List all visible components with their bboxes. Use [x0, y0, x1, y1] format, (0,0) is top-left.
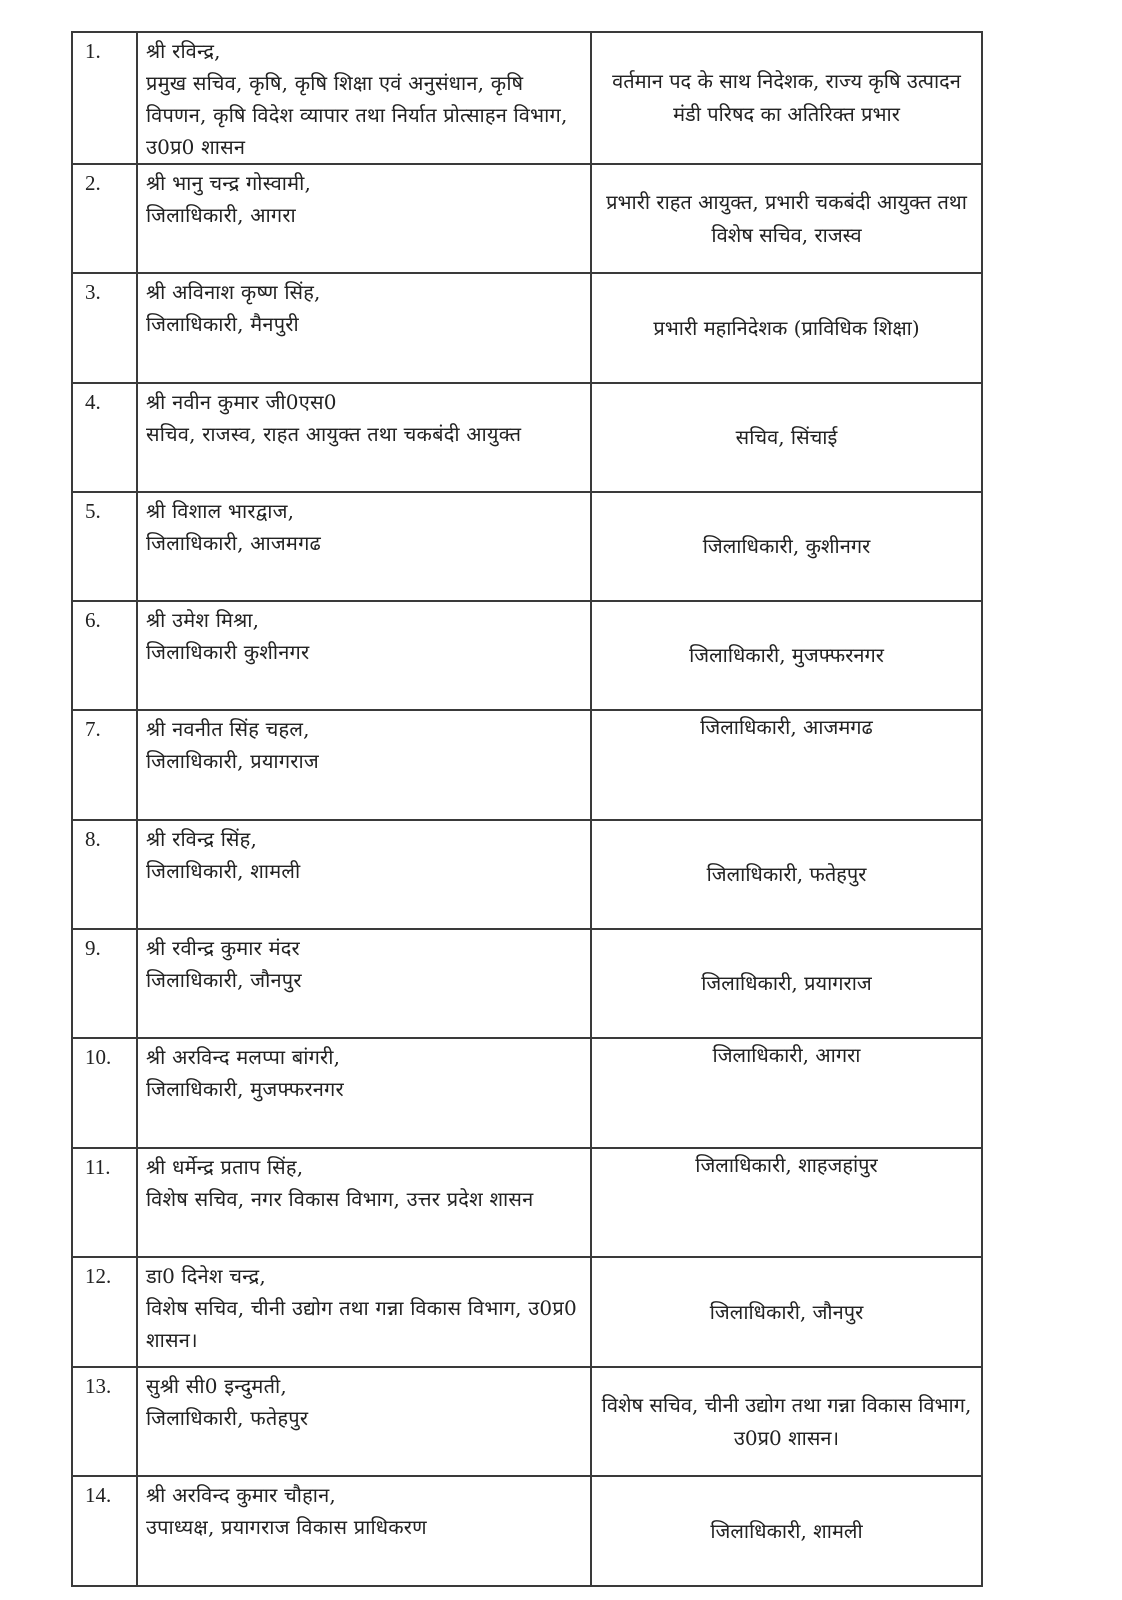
current-post: प्रमुख सचिव, कृषि, कृषि शिक्षा एवं अनुसंधान, कृषि विपणन, कृषि विदेश व्यापार तथा निर्यात प्रोत्साहन विभाग, उ0प्र0 शासन	[146, 71, 568, 159]
serial-number: 7.	[72, 710, 137, 820]
new-posting-cell	[591, 383, 982, 492]
new-posting: जिलाधिकारी, शाहजहांपुर	[695, 1153, 878, 1177]
table-row	[72, 492, 982, 601]
table-row	[72, 1038, 982, 1148]
table-row	[72, 273, 982, 383]
officer-cell	[137, 1476, 591, 1586]
serial-number: 2.	[72, 164, 137, 273]
new-posting-cell	[591, 273, 982, 383]
officer-name: श्री रवीन्द्र कुमार मंदर	[146, 936, 300, 960]
officer-name: डा0 दिनेश चन्द्र,	[146, 1264, 266, 1288]
current-post: उपाध्यक्ष, प्रयागराज विकास प्राधिकरण	[146, 1515, 427, 1539]
new-posting: वर्तमान पद के साथ निदेशक, राज्य कृषि उत्पादन मंडी परिषद का अतिरिक्त प्रभार	[612, 69, 961, 126]
new-posting-cell	[591, 1038, 982, 1148]
new-posting-cell	[591, 164, 982, 273]
serial-number: 11.	[72, 1148, 137, 1257]
serial-number: 13.	[72, 1367, 137, 1476]
current-post: जिलाधिकारी कुशीनगर	[146, 640, 310, 664]
officer-cell	[137, 164, 591, 273]
officer-name: श्री उमेश मिश्रा,	[146, 608, 260, 632]
officer-cell	[137, 273, 591, 383]
table-row	[72, 164, 982, 273]
table-row	[72, 601, 982, 710]
new-posting: जिलाधिकारी, शामली	[710, 1518, 863, 1543]
new-posting-cell	[591, 820, 982, 929]
new-posting-cell	[591, 710, 982, 820]
serial-number: 10.	[72, 1038, 137, 1148]
table-row	[72, 1476, 982, 1586]
officer-cell	[137, 1257, 591, 1367]
serial-number: 12.	[72, 1257, 137, 1367]
officer-cell	[137, 383, 591, 492]
current-post: जिलाधिकारी, शामली	[146, 859, 301, 883]
serial-number: 4.	[72, 383, 137, 492]
table-row	[72, 383, 982, 492]
new-posting-cell	[591, 1257, 982, 1367]
officer-name: सुश्री सी0 इन्दुमती,	[146, 1374, 287, 1398]
table-row	[72, 710, 982, 820]
current-post: सचिव, राजस्व, राहत आयुक्त तथा चकबंदी आयुक्त	[146, 422, 522, 446]
current-post: जिलाधिकारी, मैनपुरी	[146, 312, 299, 336]
officer-name: श्री नवीन कुमार जी0एस0	[146, 390, 337, 414]
serial-number: 8.	[72, 820, 137, 929]
serial-number: 6.	[72, 601, 137, 710]
new-posting: जिलाधिकारी, कुशीनगर	[702, 534, 871, 558]
officer-name: श्री अविनाश कृष्ण सिंह,	[146, 280, 321, 304]
new-posting: प्रभारी महानिदेशक (प्राविधिक शिक्षा)	[653, 315, 920, 340]
officer-cell	[137, 492, 591, 601]
officer-cell	[137, 929, 591, 1038]
officer-cell	[137, 1148, 591, 1257]
new-posting: जिलाधिकारी, आगरा	[712, 1043, 861, 1067]
current-post: जिलाधिकारी, प्रयागराज	[146, 749, 319, 773]
new-posting: सचिव, सिंचाई	[735, 425, 838, 449]
new-posting: जिलाधिकारी, प्रयागराज	[701, 971, 872, 995]
officer-cell	[137, 32, 591, 164]
officer-cell	[137, 601, 591, 710]
current-post: विशेष सचिव, नगर विकास विभाग, उत्तर प्रदेश शासन	[146, 1187, 534, 1211]
officer-name: श्री अरविन्द कुमार चौहान,	[146, 1483, 336, 1507]
new-posting-cell	[591, 32, 982, 164]
transfer-table	[71, 31, 983, 1587]
serial-number: 1.	[72, 32, 137, 164]
new-posting-cell	[591, 1367, 982, 1476]
officer-name: श्री रविन्द्र सिंह,	[146, 827, 258, 851]
officer-name: श्री अरविन्द मलप्पा बांगरी,	[146, 1045, 341, 1069]
officer-cell	[137, 1367, 591, 1476]
current-post: जिलाधिकारी, आजमगढ	[146, 531, 322, 555]
table-row	[72, 1367, 982, 1476]
current-post: विशेष सचिव, चीनी उद्योग तथा गन्ना विकास विभाग, उ0प्र0 शासन।	[146, 1296, 577, 1352]
current-post: जिलाधिकारी, जौनपुर	[146, 968, 302, 992]
new-posting: जिलाधिकारी, फतेहपुर	[706, 862, 867, 886]
officer-cell	[137, 1038, 591, 1148]
new-posting-cell	[591, 929, 982, 1038]
new-posting: प्रभारी राहत आयुक्त, प्रभारी चकबंदी आयुक्त तथा विशेष सचिव, राजस्व	[606, 189, 967, 247]
officer-name: श्री धर्मेन्द्र प्रताप सिंह,	[146, 1155, 304, 1179]
current-post: जिलाधिकारी, मुजफ्फरनगर	[146, 1077, 344, 1101]
new-posting-cell	[591, 492, 982, 601]
new-posting: जिलाधिकारी, आजमगढ	[700, 715, 873, 739]
serial-number: 3.	[72, 273, 137, 383]
serial-number: 9.	[72, 929, 137, 1038]
new-posting: जिलाधिकारी, मुजफ्फरनगर	[689, 643, 884, 667]
serial-number: 14.	[72, 1476, 137, 1586]
table-row	[72, 1257, 982, 1367]
table-row	[72, 1148, 982, 1257]
officer-name: श्री नवनीत सिंह चहल,	[146, 717, 310, 741]
table-row	[72, 929, 982, 1038]
table-row	[72, 820, 982, 929]
new-posting: विशेष सचिव, चीनी उद्योग तथा गन्ना विकास विभाग, उ0प्र0 शासन।	[601, 1392, 972, 1450]
officer-name: श्री विशाल भारद्वाज,	[146, 499, 295, 523]
new-posting-cell	[591, 1476, 982, 1586]
new-posting-cell	[591, 1148, 982, 1257]
new-posting: जिलाधिकारी, जौनपुर	[709, 1299, 864, 1324]
current-post: जिलाधिकारी, फतेहपुर	[146, 1406, 309, 1430]
officer-name: श्री भानु चन्द्र गोस्वामी,	[146, 171, 312, 195]
current-post: जिलाधिकारी, आगरा	[146, 203, 296, 227]
new-posting-cell	[591, 601, 982, 710]
officer-cell	[137, 820, 591, 929]
officer-name: श्री रविन्द्र,	[146, 39, 221, 63]
table-row	[72, 32, 982, 164]
officer-cell	[137, 710, 591, 820]
serial-number: 5.	[72, 492, 137, 601]
transfer-order-page	[71, 31, 1071, 1587]
transfer-table-body	[72, 32, 982, 1586]
